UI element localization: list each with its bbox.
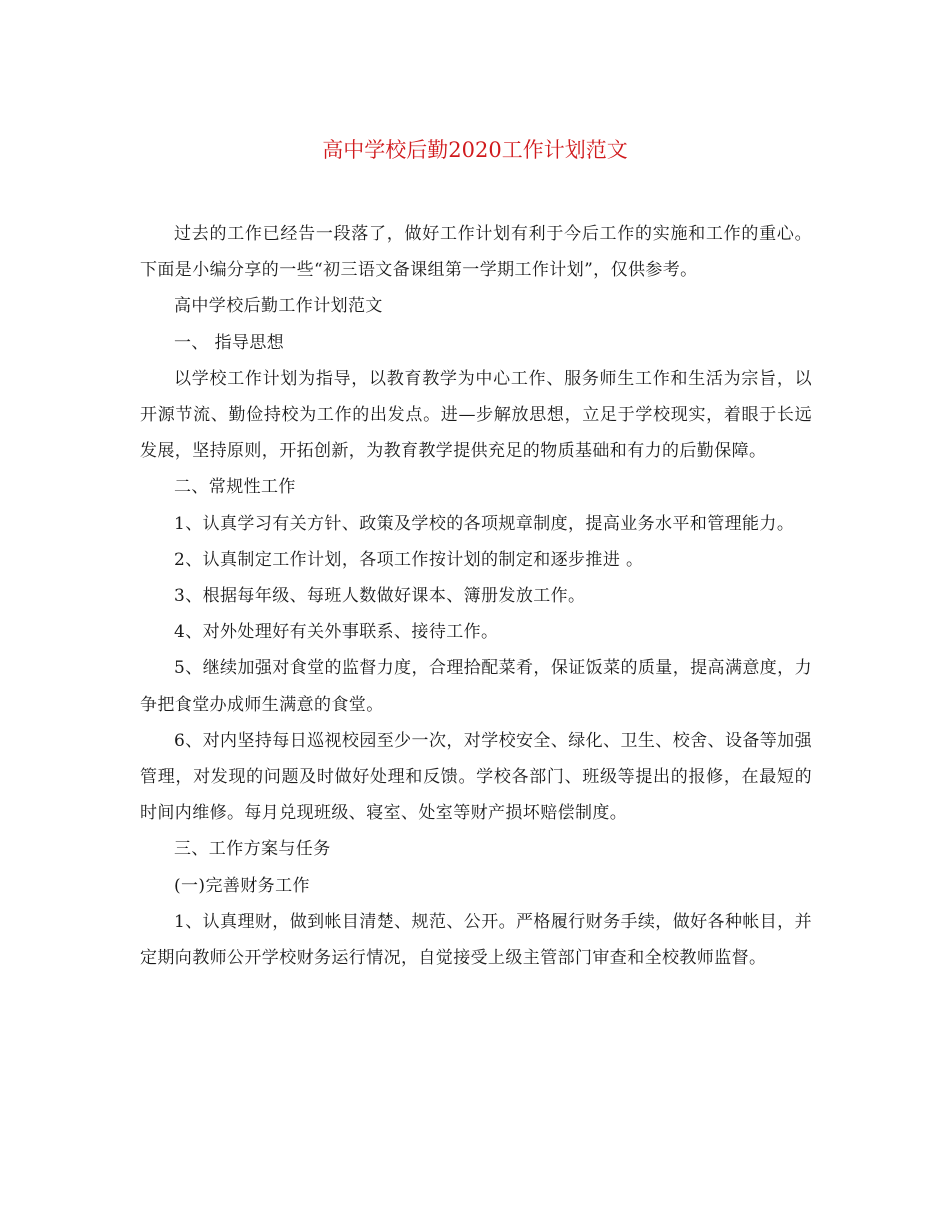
list-item-routine-3: 3、根据每年级、每班人数做好课本、簿册发放工作。 <box>174 586 586 607</box>
list-item-routine-2: 2、认真制定工作计划，各项工作按计划的制定和逐步推进 。 <box>174 549 644 570</box>
section-heading-routine-work: 二、常规性工作 <box>174 477 296 498</box>
list-item-routine-1: 1、认真学习有关方针、政策及学校的各项规章制度，提高业务水平和管理能力。 <box>174 513 795 534</box>
list-item-routine-4: 4、对外处理好有关外事联系、接待工作。 <box>174 622 499 643</box>
list-item-routine-5: 5、继续加强对食堂的监督力度，合理拾配菜肴，保证饭菜的质量，提高满意度，力争把食堂办成师生满意的食堂。 <box>140 658 812 715</box>
paragraph-subtitle: 高中学校后勤工作计划范文 <box>174 296 383 317</box>
subsection-heading-finance: (一)完善财务工作 <box>174 875 310 896</box>
section-heading-plan-tasks: 三、工作方案与任务 <box>174 839 331 860</box>
list-item-routine-6: 6、对内坚持每日巡视校园至少一次，对学校安全、绿化、卫生、校舍、设备等加强管理，对发现的问题及时做好处理和反馈。学校各部门、班级等提出的报修，在最短的时间内维修。每月兑现班级、寝室、处室等财产损坏赔偿制度。 <box>140 730 812 824</box>
paragraph-guiding-thought: 以学校工作计划为指导，以教育教学为中心工作、服务师生工作和生活为宗旨，以开源节流、勤俭持校为工作的出发点。进—步解放思想，立足于学校现实，着眼于长远发展，坚持原则，开拓创新，为教育教学提供充足的物质基础和有力的后勤保障。 <box>140 368 812 462</box>
document-body <box>140 216 812 976</box>
list-item-finance-1: 1、认真理财，做到帐目清楚、规范、公开。严格履行财务手续，做好各种帐目，并定期向教师公开学校财务运行情况，自觉接受上级主管部门审查和全校教师监督。 <box>140 911 812 969</box>
section-heading-guiding-thought: 一、 指导思想 <box>174 332 285 353</box>
paragraph-intro: 过去的工作已经告一段落了，做好工作计划有利于今后工作的实施和工作的重心。下面是小编分享的一些“初三语文备课组第一学期工作计划”，仅供参考。 <box>140 224 812 281</box>
document-title: 高中学校后勤2020工作计划范文 <box>322 138 628 162</box>
